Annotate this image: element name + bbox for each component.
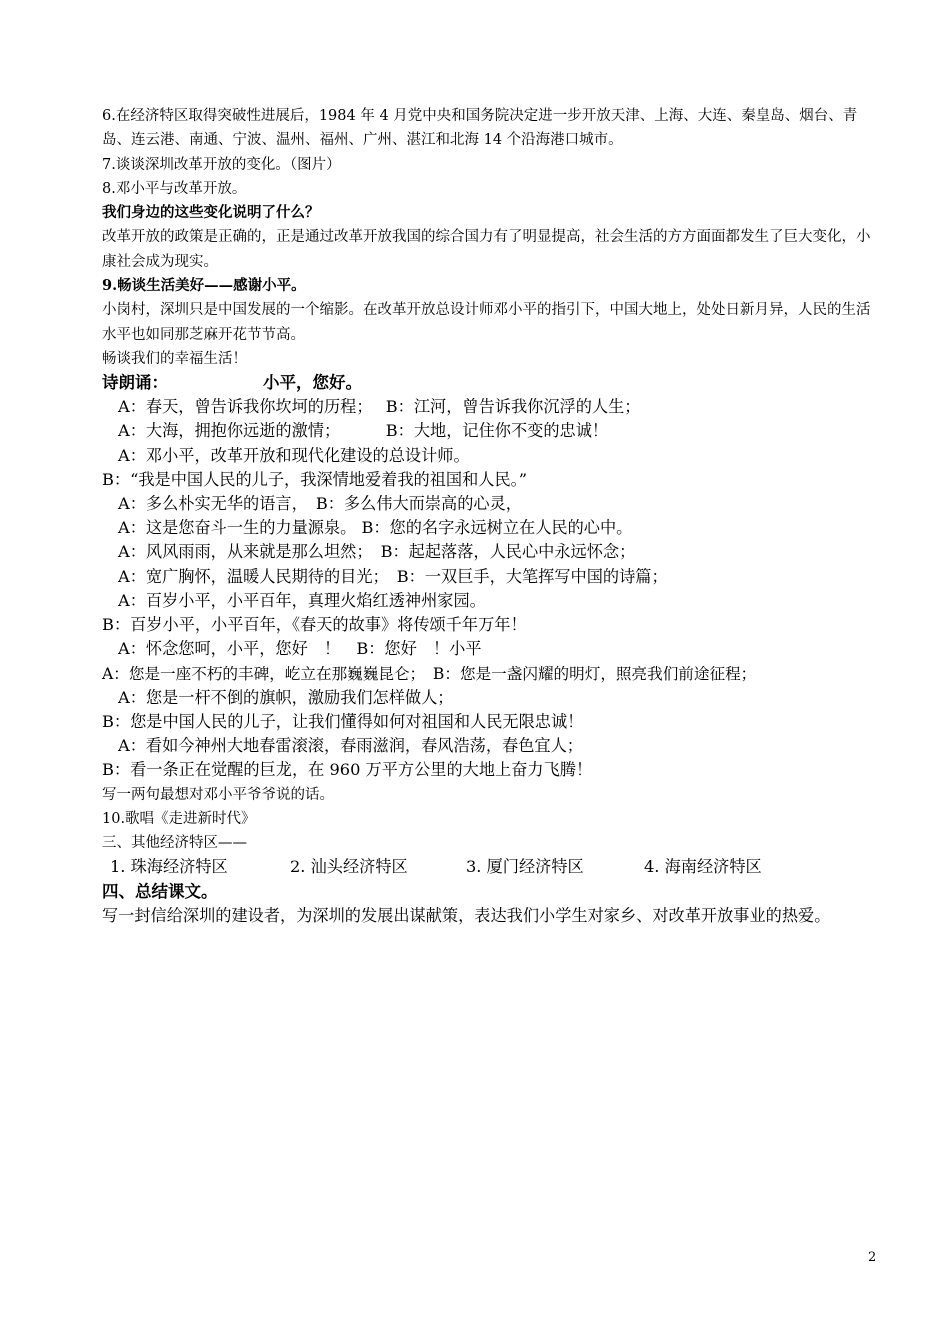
- list-item: 3. 厦门经济特区: [466, 857, 584, 877]
- section-4-heading: 四、总结课文。: [102, 881, 218, 901]
- poem-line: A：看如今神州大地春雷滚滚，春雨滋润，春风浩荡，春色宜人；: [118, 736, 583, 756]
- paragraph-6: 6.在经济特区取得突破性进展后，1984 年 4 月党中央和国务院决定进一步开放天津、上海、大连、秦皇岛、烟台、青岛、连云港、南通、宁波、温州、福州、广州、湛江和北海 14 个沿海港口城市。: [102, 108, 858, 149]
- paragraph-9-text: 小岗村，深圳只是中国发展的一个缩影。在改革开放总设计师邓小平的指引下，中国大地上，处处日新月异，人民的生活水平也如同那芝麻开花节节高。: [102, 302, 871, 343]
- write-words-prompt: 写一两句最想对邓小平爷爷说的话。: [102, 786, 334, 803]
- poem-line: B：您是中国人民的儿子，让我们懂得如何对祖国和人民无限忠诚！: [102, 711, 584, 731]
- poem-line: B：百岁小平，小平百年，《春天的故事》将传颂千年万年！: [102, 615, 527, 635]
- poem-line: A：百岁小平，小平百年，真理火焰红透神州家园。: [118, 590, 486, 610]
- section-3-heading: 三、其他经济特区——: [102, 835, 247, 852]
- paragraph-8: 8.邓小平与改革开放。: [102, 180, 247, 197]
- poem-line: A：您是一杆不倒的旗帜，激励我们怎样做人；: [118, 687, 454, 707]
- poem-line: A：您是一座不朽的丰碑，屹立在那巍巍昆仑； B：您是一盏闪耀的明灯，照亮我们前途征程；: [102, 664, 757, 683]
- final-text: 写一封信给深圳的建设者，为深圳的发展出谋献策，表达我们小学生对家乡、对改革开放事业的热爱。: [102, 905, 831, 925]
- poem-line: A：风风雨雨，从来就是那么坦然； B：起起落落，人民心中永远怀念；: [118, 542, 636, 562]
- list-item: 1. 珠海经济特区: [110, 857, 228, 877]
- question-heading: 我们身边的这些变化说明了什么？: [102, 204, 320, 222]
- page-number: 2: [868, 1250, 877, 1265]
- poem-line: A：春天，曾告诉我你坎坷的历程； B：江河，曾告诉我你沉浮的人生；: [118, 397, 641, 417]
- poem-line: B：看一条正在觉醒的巨龙，在 960 万平方公里的大地上奋力飞腾！: [102, 760, 593, 780]
- poem-title: 小平，您好。: [263, 373, 362, 393]
- paragraph-9-talk: 畅谈我们的幸福生活！: [102, 350, 247, 367]
- poem-line: B：“我是中国人民的儿子，我深情地爱着我的祖国和人民。”: [102, 469, 528, 489]
- poem-line: A：宽广胸怀，温暖人民期待的目光； B：一双巨手，大笔挥写中国的诗篇；: [118, 566, 668, 586]
- poem-label: 诗朗诵：: [102, 373, 168, 393]
- paragraph-9-heading: 9.畅谈生活美好——感谢小平。: [102, 277, 306, 295]
- paragraph-10: 10.歌唱《走进新时代》: [102, 810, 256, 827]
- list-item: 4. 海南经济特区: [644, 857, 762, 877]
- poem-line: A：邓小平，改革开放和现代化建设的总设计师。: [118, 445, 470, 465]
- poem-line: A：这是您奋斗一生的力量源泉。 B：您的名字永远树立在人民的心中。: [118, 518, 633, 538]
- poem-line: A：大海，拥抱你远逝的激情； B：大地，记住你不变的忠诚！: [118, 421, 609, 441]
- question-answer: 改革开放的政策是正确的，正是通过改革开放我国的综合国力有了明显提高，社会生活的方方面面都发生了巨大变化，小康社会成为现实。: [102, 229, 871, 270]
- poem-line: A：多么朴实无华的语言， B：多么伟大而崇高的心灵，: [118, 494, 522, 514]
- page-content: [102, 104, 880, 928]
- zones-list: [102, 855, 880, 879]
- paragraph-7: 7.谈谈深圳改革开放的变化。（图片）: [102, 156, 341, 173]
- list-item: 2. 汕头经济特区: [290, 857, 408, 877]
- poem-title-line: [102, 371, 880, 395]
- poem-line: A：怀念您呵，小平，您好 ！ B：您好 ！小平: [118, 639, 482, 659]
